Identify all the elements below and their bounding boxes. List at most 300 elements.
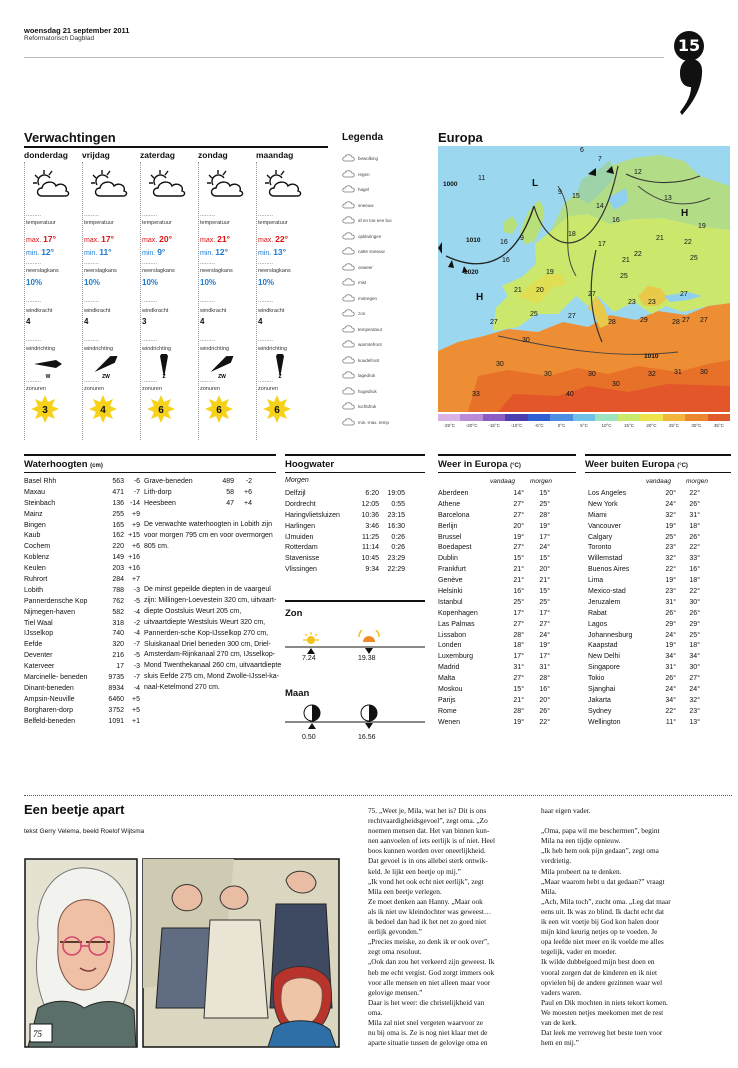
table-cell: 20° — [513, 522, 524, 530]
day-name: maandag — [256, 150, 294, 160]
max-temp: max. 17° — [84, 234, 114, 244]
sun-hours-icon — [30, 394, 60, 424]
waterhoogten-rule — [24, 454, 276, 456]
weer-buiten-table — [588, 488, 700, 728]
table-cell: Frankfurt — [438, 566, 467, 574]
table-cell: 23° — [665, 587, 676, 595]
table-cell: 9:34 — [365, 566, 379, 574]
table-row — [588, 651, 700, 662]
table-cell: Miami — [588, 511, 607, 519]
temperature-label: temperatuur — [142, 220, 172, 226]
table-cell: 34° — [665, 653, 676, 661]
sun-hours-icon — [146, 394, 176, 424]
svg-text:28: 28 — [608, 319, 616, 326]
table-cell: Mexico-stad — [588, 587, 626, 595]
table-cell: Eefde — [24, 641, 43, 649]
table-cell: Tiel Waal — [24, 619, 53, 627]
table-cell: Nijmegen-haven — [24, 608, 75, 616]
svg-text:27: 27 — [700, 317, 708, 324]
table-cell: 28° — [539, 511, 550, 519]
wind-label: windkracht — [142, 308, 169, 314]
svg-text:ZW: ZW — [218, 374, 226, 380]
forecast-day: donderdag ......... temperatuur max. 17° min. 12° ......... neerslagkans 10% ......... windkracht 4 ......... windrichting W ......... zonuren 3 — [24, 150, 78, 162]
svg-text:3: 3 — [42, 405, 48, 416]
wind-force: 4 — [200, 317, 205, 326]
table-cell: Las Palmas — [438, 620, 475, 628]
scale-swatch — [708, 414, 730, 421]
rain-chance: 10% — [26, 278, 43, 287]
wind-force: 4 — [84, 317, 89, 326]
table-cell: Londen — [438, 642, 462, 650]
scale-swatch — [505, 414, 527, 421]
table-cell: 32° — [665, 555, 676, 563]
table-row — [588, 673, 700, 684]
table-cell: -4 — [133, 608, 140, 616]
table-cell: Rotterdam — [285, 544, 318, 552]
table-cell: 25° — [539, 500, 550, 508]
rain-label: neerslagkans — [142, 268, 175, 274]
svg-text:4: 4 — [100, 405, 106, 416]
table-cell: 31° — [513, 664, 524, 672]
waterhoogten-table-1 — [24, 476, 140, 726]
svg-text:17: 17 — [598, 241, 606, 248]
wind-force: 4 — [26, 317, 31, 326]
table-cell: Keulen — [24, 565, 46, 573]
table-cell: 15° — [513, 685, 524, 693]
table-cell: -5 — [133, 597, 140, 605]
table-row — [24, 585, 140, 596]
table-cell: Wellington — [588, 718, 621, 726]
svg-text:31: 31 — [674, 369, 682, 376]
table-cell: Malta — [438, 675, 456, 683]
table-row — [438, 542, 550, 553]
table-cell: Marcinelle- beneden — [24, 673, 88, 681]
table-cell: 12:05 — [361, 500, 379, 508]
table-row — [588, 564, 700, 575]
table-row — [285, 532, 405, 543]
table-cell: 27° — [689, 675, 700, 683]
table-cell: 31° — [689, 511, 700, 519]
table-cell: +7 — [132, 575, 140, 583]
svg-text:27: 27 — [568, 313, 576, 320]
max-temp: max. 22° — [258, 234, 288, 244]
hoogwater-table — [285, 488, 405, 575]
weer-europa-table — [438, 488, 550, 728]
table-row — [588, 640, 700, 651]
story-title: Een beetje apart — [24, 802, 125, 817]
table-cell: 203 — [112, 565, 124, 573]
table-cell: +15 — [128, 532, 140, 540]
table-row — [24, 563, 140, 574]
table-cell: 24° — [539, 631, 550, 639]
svg-text:6: 6 — [580, 147, 584, 154]
rain-chance: 10% — [258, 278, 275, 287]
table-row — [588, 499, 700, 510]
waterhoogten-forecast-text: De verwachte waterhoogten in Lobith zijn voor morgen 795 cm en voor overmorgen 805 cm. — [144, 521, 273, 550]
table-cell: Dordrecht — [285, 500, 316, 508]
scale-label: -10°C — [510, 423, 523, 428]
table-row — [588, 695, 700, 706]
table-cell: Istanbul — [438, 598, 463, 606]
table-cell: 24° — [665, 500, 676, 508]
table-cell: Dublin — [438, 555, 458, 563]
svg-text:Z: Z — [278, 374, 282, 380]
waterhoogten-subrule — [24, 472, 276, 473]
table-cell: 27° — [513, 511, 524, 519]
legend-symbol-icon — [342, 386, 356, 396]
sunset-icon — [359, 630, 379, 642]
legend-symbol-icon — [342, 401, 356, 411]
table-cell: 26° — [665, 609, 676, 617]
table-cell: Cochem — [24, 543, 51, 551]
table-row — [24, 541, 140, 552]
table-cell: +5 — [132, 695, 140, 703]
table-cell: 19:05 — [387, 489, 405, 497]
table-cell: +6 — [132, 543, 140, 551]
table-cell: Parijs — [438, 696, 456, 704]
table-cell: 16° — [513, 587, 524, 595]
table-cell: 11° — [665, 718, 676, 726]
hoogwater-rule — [285, 454, 425, 456]
table-row — [438, 717, 550, 728]
table-cell: -2 — [133, 619, 140, 627]
svg-text:6: 6 — [274, 405, 280, 416]
table-row — [438, 630, 550, 641]
table-cell: 165 — [112, 521, 124, 529]
table-cell: 788 — [112, 586, 124, 594]
table-cell: Genève — [438, 577, 463, 585]
table-row — [438, 651, 550, 662]
svg-text:14: 14 — [596, 203, 604, 210]
weer-europa-rule — [438, 454, 576, 456]
waterhoogten-title: Waterhoogten (cm) — [24, 459, 103, 470]
svg-text:9: 9 — [520, 235, 524, 242]
table-row — [285, 542, 405, 553]
svg-text:32: 32 — [648, 371, 656, 378]
table-cell: -3 — [133, 586, 140, 594]
maan-diagram — [285, 702, 425, 734]
table-cell: 6460 — [108, 695, 124, 703]
table-cell: Koblenz — [24, 554, 50, 562]
scale-label: 35°C — [713, 423, 724, 428]
table-cell: Ampsin-Neuville — [24, 695, 75, 703]
table-cell: -7 — [133, 641, 140, 649]
table-cell: 16° — [689, 566, 700, 574]
legend-symbol-icon — [342, 153, 356, 163]
table-cell: 220 — [112, 543, 124, 551]
table-row — [438, 586, 550, 597]
scale-swatch — [595, 414, 617, 421]
table-cell: Aberdeen — [438, 489, 469, 497]
weer-buiten-subrule — [585, 472, 731, 473]
table-cell: -14 — [129, 499, 140, 507]
zon-rule — [285, 600, 425, 602]
table-row — [588, 684, 700, 695]
table-cell: Bingen — [24, 521, 46, 529]
table-row — [438, 521, 550, 532]
rain-label: neerslagkans — [84, 268, 117, 274]
table-cell: 13° — [689, 718, 700, 726]
table-cell: 18° — [689, 522, 700, 530]
table-cell: 20° — [665, 489, 676, 497]
temperature-label: temperatuur — [258, 220, 288, 226]
comma-logo-icon — [679, 57, 703, 119]
table-cell: 23° — [665, 544, 676, 552]
svg-text:30: 30 — [612, 381, 620, 388]
table-cell: Willemstad — [588, 555, 623, 563]
svg-text:12: 12 — [634, 169, 642, 176]
svg-text:H: H — [476, 292, 484, 303]
table-cell: 17° — [513, 609, 524, 617]
table-row — [144, 476, 252, 487]
min-temp: min. 11° — [84, 247, 112, 257]
table-cell: 28° — [513, 631, 524, 639]
table-row — [588, 510, 700, 521]
scale-label: 15°C — [623, 423, 635, 428]
legend-symbol-icon — [342, 293, 356, 303]
table-cell: -5 — [133, 652, 140, 660]
table-cell: 19° — [513, 718, 524, 726]
svg-text:33: 33 — [472, 391, 480, 398]
legend-symbol-icon — [342, 355, 356, 365]
weer-buiten-title: Weer buiten Europa (°C) — [585, 459, 688, 470]
table-cell: 3752 — [108, 706, 124, 714]
table-row — [438, 684, 550, 695]
pressure-label-1: 1000 — [443, 181, 458, 188]
scale-swatch — [460, 414, 482, 421]
table-row — [24, 509, 140, 520]
wind-force: 3 — [142, 317, 147, 326]
table-row — [144, 498, 252, 509]
table-cell: Pannerdensche Kop — [24, 597, 88, 605]
svg-text:16: 16 — [502, 257, 510, 264]
table-cell: 22° — [689, 587, 700, 595]
table-cell: 30° — [689, 664, 700, 672]
svg-text:25: 25 — [530, 311, 538, 318]
table-cell: 1091 — [108, 717, 124, 725]
winddir-label: windrichting — [258, 346, 288, 352]
svg-text:27: 27 — [680, 291, 688, 298]
table-cell: 19° — [665, 577, 676, 585]
table-row — [438, 673, 550, 684]
table-cell: 27° — [513, 544, 524, 552]
table-cell: 19° — [539, 522, 550, 530]
table-cell: 25° — [513, 598, 524, 606]
table-cell: Toronto — [588, 544, 612, 552]
scale-label: 0°C — [557, 423, 566, 428]
partly-cloudy-icon — [32, 168, 72, 200]
europe-weather-map — [438, 146, 730, 412]
table-cell: Mainz — [24, 510, 43, 518]
svg-text:30: 30 — [522, 337, 530, 344]
rain-chance: 10% — [84, 278, 101, 287]
table-cell: 26° — [539, 707, 550, 715]
forecast-title: Verwachtingen — [24, 130, 116, 145]
temperature-label: temperatuur — [26, 220, 56, 226]
table-row — [24, 672, 140, 683]
table-cell: 22:29 — [387, 566, 405, 574]
table-cell: 15° — [539, 555, 550, 563]
table-cell: 22° — [665, 566, 676, 574]
table-cell: 17° — [539, 533, 550, 541]
table-row — [24, 574, 140, 585]
sun-label: zonuren — [142, 386, 162, 392]
day-name: zaterdag — [140, 150, 175, 160]
table-cell: 563 — [112, 477, 124, 485]
table-cell: Jeruzalem — [588, 598, 621, 606]
table-cell: Dinant-beneden — [24, 684, 74, 692]
table-cell: Madrid — [438, 664, 460, 672]
day-name: zondag — [198, 150, 228, 160]
table-row — [24, 487, 140, 498]
table-cell: IJsselkop — [24, 630, 54, 638]
story-credit: tekst Gerry Velema, beeld Roelof Wijtsma — [24, 828, 145, 835]
legend-symbol-icon — [342, 339, 356, 349]
table-row — [24, 607, 140, 618]
table-cell: 22° — [689, 544, 700, 552]
table-row — [24, 716, 140, 727]
table-cell: 0:55 — [391, 500, 405, 508]
moonset-icon — [361, 705, 377, 721]
table-cell: Borgharen-dorp — [24, 706, 74, 714]
table-row — [24, 520, 140, 531]
rain-chance: 10% — [142, 278, 159, 287]
forecast-day: vrijdag ......... temperatuur max. 17° min. 11° ......... neerslagkans 10% ......... windkracht 4 ......... windrichting ZW ......... zonuren 4 — [82, 150, 136, 162]
table-cell: Lagos — [588, 620, 608, 628]
svg-text:30: 30 — [700, 369, 708, 376]
waterhoogten-table-2 — [144, 476, 252, 509]
table-row — [588, 630, 700, 641]
moonrise-icon — [304, 705, 320, 721]
partly-cloudy-icon — [206, 168, 246, 200]
table-row — [438, 553, 550, 564]
svg-text:7: 7 — [598, 156, 602, 163]
svg-text:27: 27 — [490, 319, 498, 326]
table-row — [24, 683, 140, 694]
svg-text:22: 22 — [684, 239, 692, 246]
table-row — [588, 586, 700, 597]
table-cell: +16 — [128, 554, 140, 562]
section-divider — [24, 795, 732, 796]
weer-europa-title: Weer in Europa (°C) — [438, 459, 521, 470]
legend-symbol-icon — [342, 200, 356, 210]
newspaper-name: Reformatorisch Dagblad — [24, 35, 95, 42]
table-cell: -3 — [133, 663, 140, 671]
table-cell: 24° — [539, 544, 550, 552]
moonrise-time: 0.50 — [302, 734, 316, 741]
svg-text:H: H — [681, 208, 689, 219]
table-cell: 320 — [112, 641, 124, 649]
europe-title: Europa — [438, 130, 483, 145]
table-cell: 10:45 — [361, 555, 379, 563]
table-cell: Tokio — [588, 675, 605, 683]
table-cell: Los Angeles — [588, 489, 627, 497]
table-row — [24, 618, 140, 629]
svg-text:21: 21 — [514, 287, 522, 294]
table-cell: 27° — [513, 500, 524, 508]
table-row — [24, 552, 140, 563]
temperature-scale-labels — [438, 423, 730, 428]
svg-text:29: 29 — [640, 317, 648, 324]
table-cell: 32° — [665, 511, 676, 519]
table-cell: Lissabon — [438, 631, 467, 639]
table-cell: 22° — [665, 707, 676, 715]
table-row — [438, 532, 550, 543]
table-cell: Singapore — [588, 664, 620, 672]
table-cell: Sydney — [588, 707, 612, 715]
svg-text:20: 20 — [536, 287, 544, 294]
table-cell: Steinbach — [24, 499, 56, 507]
temperature-scale — [438, 414, 730, 421]
table-cell: 9735 — [108, 673, 124, 681]
winddir-label: windrichting — [142, 346, 172, 352]
table-cell: Luxemburg — [438, 653, 474, 661]
table-cell: 21° — [513, 566, 524, 574]
table-cell: 8934 — [108, 684, 124, 692]
winddir-label: windrichting — [26, 346, 56, 352]
table-cell: -7 — [133, 673, 140, 681]
zon-title: Zon — [285, 608, 303, 619]
scale-label: -25°C — [443, 423, 456, 428]
table-cell: 23:15 — [387, 511, 405, 519]
wind-label: windkracht — [200, 308, 227, 314]
legend-symbol-icon — [342, 246, 356, 256]
table-row — [588, 717, 700, 728]
sun-label: zonuren — [26, 386, 46, 392]
table-cell: 21° — [513, 577, 524, 585]
table-cell: 318 — [112, 619, 124, 627]
pressure-label-3: 1020 — [464, 269, 479, 276]
table-cell: Barcelona — [438, 511, 470, 519]
table-row — [24, 476, 140, 487]
sunrise-time: 7.24 — [302, 655, 316, 662]
rain-label: neerslagkans — [200, 268, 233, 274]
table-row — [285, 488, 405, 499]
table-cell: -6 — [133, 477, 140, 485]
legend-symbol-icon — [342, 370, 356, 380]
winddir-label: windrichting — [84, 346, 114, 352]
scale-swatch — [438, 414, 460, 421]
table-cell: 16° — [539, 685, 550, 693]
table-cell: 11:25 — [362, 533, 379, 541]
scale-label: 20°C — [646, 423, 657, 428]
wind-label: windkracht — [26, 308, 53, 314]
table-cell: 28° — [539, 675, 550, 683]
scale-swatch — [685, 414, 707, 421]
forecast-day: zondag ......... temperatuur max. 21° min. 12° ......... neerslagkans 10% ......... windkracht 4 ......... windrichting ZW ......... zonuren 6 — [198, 150, 252, 162]
svg-text:9: 9 — [558, 189, 562, 196]
svg-text:15: 15 — [572, 193, 580, 200]
legend-symbol-icon — [342, 308, 356, 318]
table-cell: Maxau — [24, 488, 46, 496]
table-cell: Rome — [438, 707, 457, 715]
table-cell: 20° — [539, 566, 550, 574]
scale-swatch — [663, 414, 685, 421]
table-cell: Sjanghai — [588, 685, 616, 693]
scale-swatch — [528, 414, 550, 421]
maan-title: Maan — [285, 688, 310, 699]
svg-text:21: 21 — [622, 257, 630, 264]
svg-text:30: 30 — [544, 371, 552, 378]
table-cell: 762 — [112, 597, 124, 605]
table-cell: 19° — [513, 533, 524, 541]
legend-title: Legenda — [342, 132, 384, 143]
svg-text:6: 6 — [158, 405, 164, 416]
table-row — [24, 498, 140, 509]
table-row — [285, 510, 405, 521]
legend-symbol-icon — [342, 184, 356, 194]
table-row — [24, 661, 140, 672]
